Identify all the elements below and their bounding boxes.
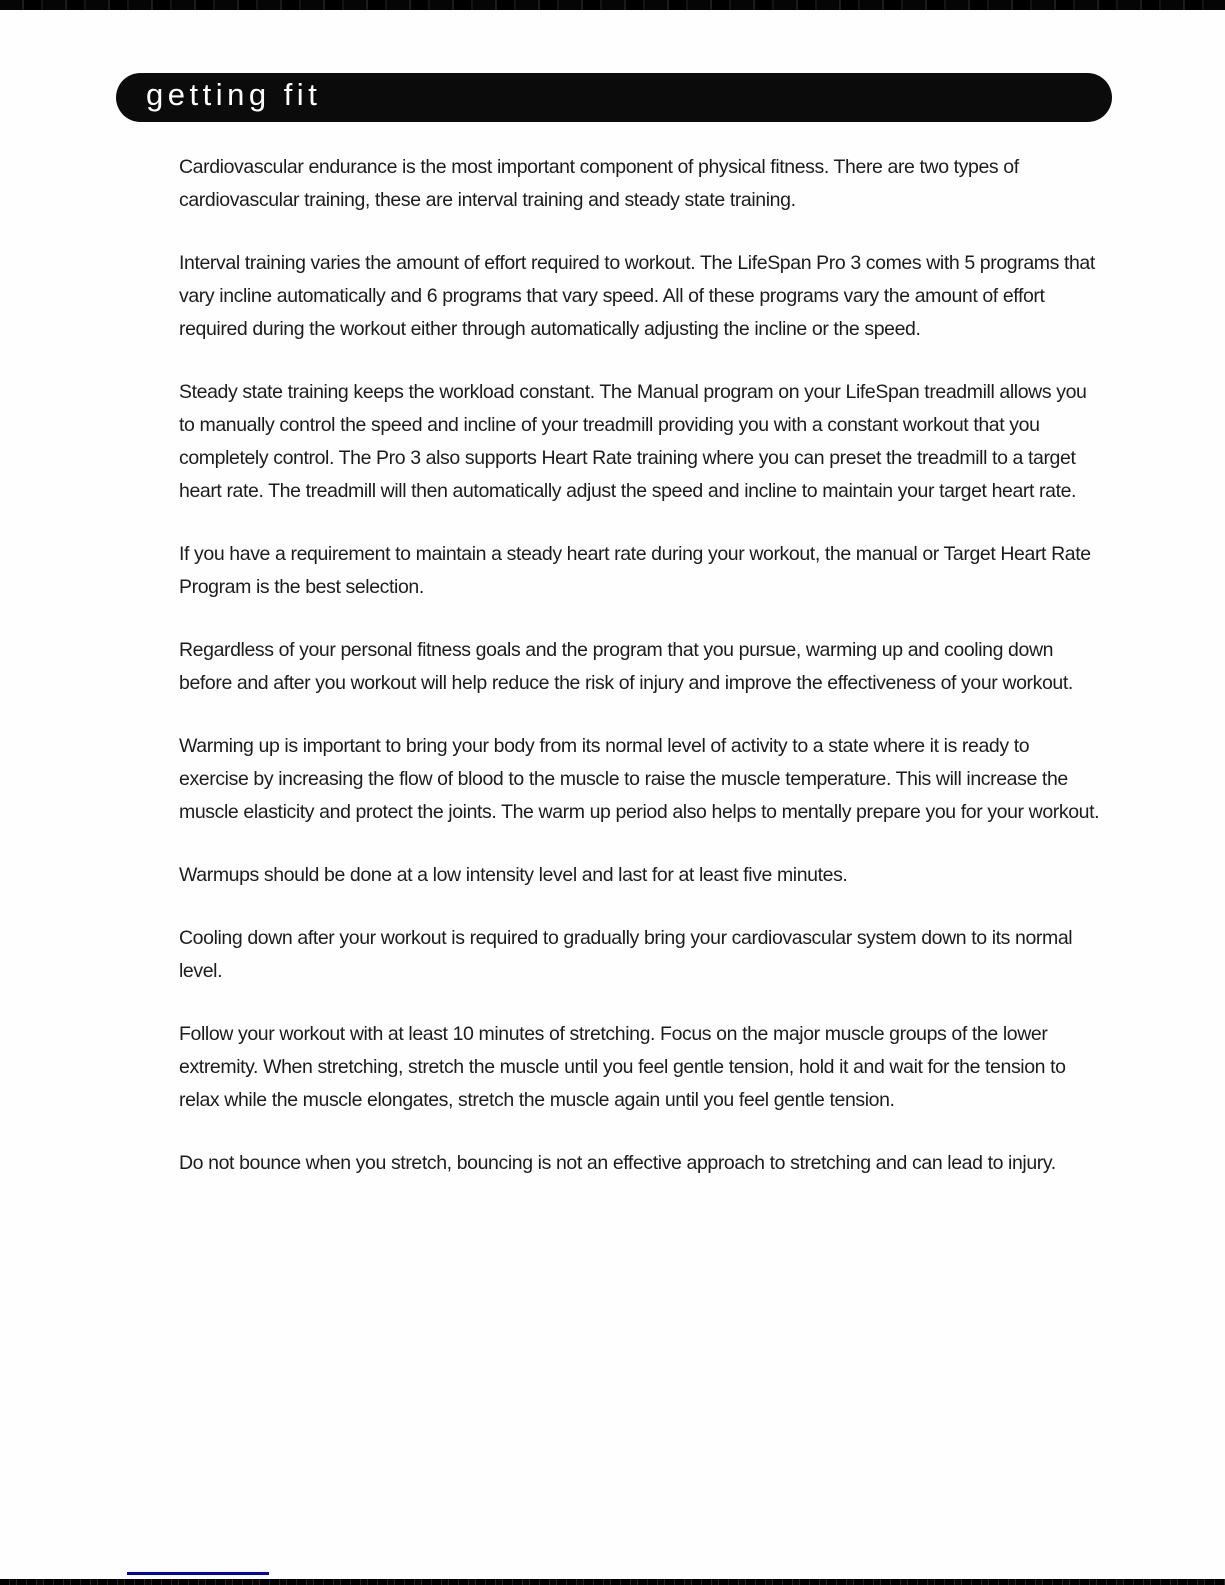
body-text <box>179 151 1101 1210</box>
link-underline-artifact <box>127 1572 269 1575</box>
paragraph: Follow your workout with at least 10 minutes of stretching. Focus on the major muscle groups of the lower extremity. When stretching, stretch the muscle until you feel gentle tension, hold it and wait for the tension to relax while the muscle elongates, stretch the muscle again until you feel gentle tension. <box>179 1023 1066 1111</box>
paragraph: Cooling down after your workout is required to gradually bring your cardiovascular system down to its normal level. <box>179 927 1073 982</box>
scan-edge-top-artifact <box>0 0 1225 10</box>
scan-edge-bottom-artifact <box>0 1579 1225 1585</box>
paragraph: Warming up is important to bring your body from its normal level of activity to a state where it is ready to exercise by increasing the flow of blood to the muscle to raise the muscle temperature. This will increase the muscle elasticity and protect the joints. The warm up period also helps to mentally prepare you for your workout. <box>179 735 1100 823</box>
section-title: getting fit <box>146 77 322 112</box>
paragraph: If you have a requirement to maintain a steady heart rate during your workout, the manual or Target Heart Rate Program is the best selection. <box>179 543 1091 598</box>
section-banner <box>116 73 1112 122</box>
paragraph: Regardless of your personal fitness goals and the program that you pursue, warming up and cooling down before and after you workout will help reduce the risk of injury and improve the effectiveness of your workout. <box>179 639 1073 694</box>
paragraph: Interval training varies the amount of effort required to workout. The LifeSpan Pro 3 comes with 5 programs that vary incline automatically and 6 programs that vary speed. All of these programs vary the amount of effort required during the workout either through automatically adjusting the incline or the speed. <box>179 252 1095 340</box>
paragraph: Steady state training keeps the workload constant. The Manual program on your LifeSpan treadmill allows you to manually control the speed and incline of your treadmill providing you with a constant workout that you completely control. The Pro 3 also supports Heart Rate training where you can preset the treadmill to a target heart rate. The treadmill will then automatically adjust the speed and incline to maintain your target heart rate. <box>179 381 1087 502</box>
paragraph: Do not bounce when you stretch, bouncing is not an effective approach to stretching and can lead to injury. <box>179 1152 1056 1174</box>
paragraph: Cardiovascular endurance is the most important component of physical fitness. There are two types of cardiovascular training, these are interval training and steady state training. <box>179 156 1019 211</box>
paragraph: Warmups should be done at a low intensity level and last for at least five minutes. <box>179 864 848 886</box>
